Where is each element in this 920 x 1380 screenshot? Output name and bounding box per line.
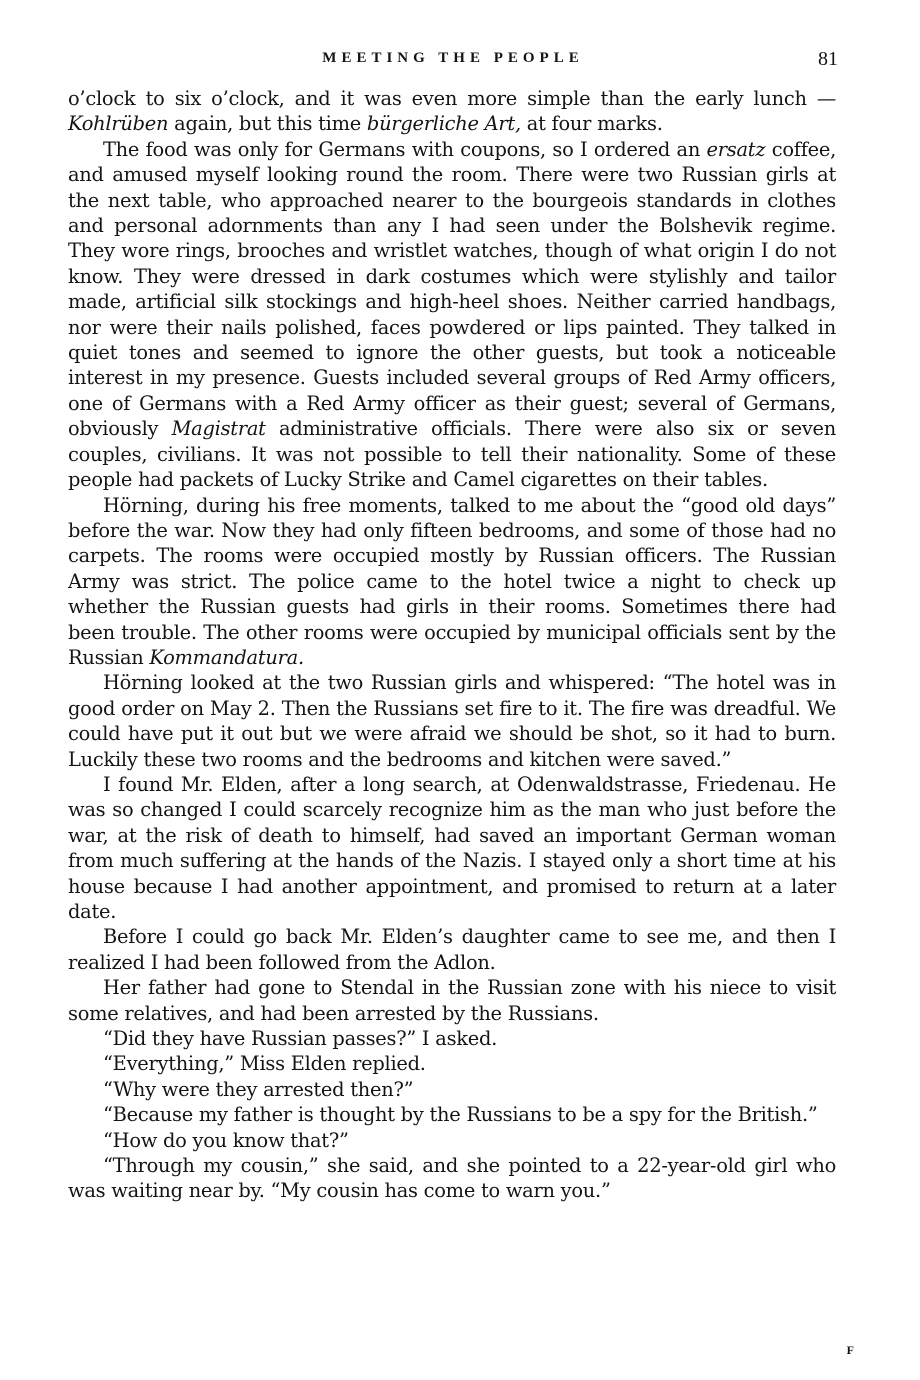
text-segment: “Why were they arrested then?”	[103, 1077, 414, 1101]
paragraph	[68, 493, 836, 671]
italic-segment: ersatz	[706, 137, 766, 161]
text-segment: o’clock to six o’clock, and it was even more simple than the early lunch —	[68, 87, 836, 110]
text-segment: administrative officials. There were also six or seven couples, civilians. It was not possible to tell their nationality. Some of these people had packets of Lucky Strike and Camel cigarettes on their tables.	[68, 417, 836, 492]
page-number: 81	[818, 48, 838, 70]
text-segment: at four marks.	[520, 112, 663, 136]
paragraph	[68, 975, 836, 1026]
paragraph	[68, 1153, 836, 1204]
running-title: MEETING THE PEOPLE	[322, 50, 584, 66]
paragraph	[68, 86, 836, 137]
italic-segment: Kommandatura.	[149, 645, 304, 669]
text-segment: Before I could go back Mr. Elden’s daughter came to see me, and then I realized I had been followed from the Adlon.	[68, 925, 836, 974]
text-segment: Hörning, during his free moments, talked to me about the “good old days” before the war. Now they had only fifteen bedrooms, and some of those had no carpets. The rooms were occupied mostly by Russian officers. The Russian Army was strict. The police came to the hotel twice a night to check up whether the Russian guests had girls in their rooms. Sometimes there had been trouble. The other rooms were occupied by municipal officials sent by the Russian	[68, 493, 836, 669]
italic-segment: Kohlrüben	[68, 112, 169, 136]
body-text	[68, 86, 836, 1204]
text-segment: “How do you know that?”	[103, 1128, 349, 1152]
text-segment: I found Mr. Elden, after a long search, at Odenwaldstrasse, Friedenau. He was so changed I could scarcely recognize him as the man who just before the war, at the risk of death to himself, had saved an important German woman from much suffering at the hands of the Nazis. I stayed only a short time at his house because I had another appointment, and promised to return at a later date.	[68, 772, 836, 923]
text-segment: “Did they have Russian passes?” I asked.	[103, 1027, 498, 1051]
paragraph	[68, 1128, 836, 1153]
text-segment: coffee, and amused myself looking round the room. There were two Russian girls at the next table, who approached nearer to the bourgeois standards in clothes and personal adornments than any I had seen under the Bolshevik regime. They wore rings, brooches and wristlet watches, though of what origin I do not know. They were dressed in dark costumes which were stylishly and tailor made, artificial silk stockings and high-heel shoes. Neither carried handbags, nor were their nails polished, faces powdered or lips painted. They talked in quiet tones and seemed to ignore the other guests, but took a noticeable interest in my presence. Guests included several groups of Red Army officers, one of Germans with a Red Army officer as their guest; several of Germans, obviously	[68, 137, 836, 441]
text-segment: Her father had gone to Stendal in the Russian zone with his niece to visit some relatives, and had been arrested by the Russians.	[68, 976, 836, 1025]
paragraph	[68, 1102, 836, 1127]
text-segment: The food was only for Germans with coupons, so I ordered an	[103, 137, 707, 161]
paragraph	[68, 772, 836, 924]
paragraph	[68, 1051, 836, 1076]
text-segment: “Everything,” Miss Elden replied.	[103, 1052, 426, 1076]
paragraph	[68, 1026, 836, 1051]
paragraph	[68, 670, 836, 772]
running-head	[68, 50, 838, 74]
italic-segment: bürgerliche Art,	[366, 112, 521, 136]
paragraph	[68, 924, 836, 975]
paragraph	[68, 1077, 836, 1102]
text-segment: “Because my father is thought by the Russians to be a spy for the British.”	[103, 1103, 818, 1127]
text-segment: again, but this time	[168, 112, 367, 136]
signature-mark: F	[846, 1343, 854, 1357]
text-segment: Hörning looked at the two Russian girls and whispered: “The hotel was in good order on May 2. Then the Russians set fire to it. The fire was dreadful. We could have put it out but we were afraid we should be shot, so it had to burn. Luckily these two rooms and the bedrooms and kitchen were saved.”	[68, 671, 836, 771]
text-segment: “Through my cousin,” she said, and she pointed to a 22-year-old girl who was waiting near by. “My cousin has come to warn you.”	[68, 1154, 836, 1203]
paragraph	[68, 137, 836, 493]
italic-segment: Magistrat	[171, 417, 266, 441]
